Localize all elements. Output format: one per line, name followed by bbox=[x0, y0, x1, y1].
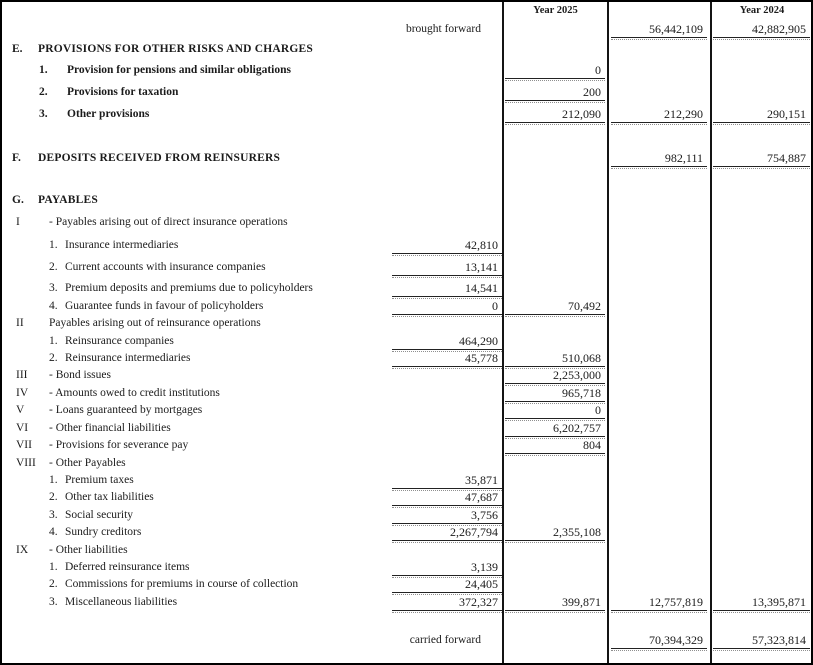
item-label: Other provisions bbox=[67, 108, 150, 120]
amount-2025-detail: 45,778 bbox=[392, 351, 502, 367]
row-g-ix-3 bbox=[2, 595, 811, 611]
column-header-year-2024: Year 2024 bbox=[739, 5, 785, 16]
total-2024: 754,887 bbox=[713, 151, 810, 167]
row-g-i-2 bbox=[2, 260, 811, 276]
total-2025: 12,757,819 bbox=[611, 595, 707, 611]
item-number: 2. bbox=[49, 352, 58, 364]
row-g-ii-1 bbox=[2, 334, 811, 350]
section-title: PAYABLES bbox=[38, 194, 98, 206]
row-g-ii bbox=[2, 316, 811, 332]
row-g-vii bbox=[2, 438, 811, 454]
amount-2025: 2,355,108 bbox=[505, 525, 605, 541]
item-number: 3. bbox=[49, 509, 58, 521]
amount-2025: 0 bbox=[505, 403, 605, 419]
group-numeral: II bbox=[16, 317, 24, 329]
item-label: Premium taxes bbox=[65, 474, 134, 486]
amount-2025-detail: 372,327 bbox=[392, 595, 502, 611]
amount-2025: 510,068 bbox=[505, 351, 605, 367]
total-2025: 56,442,109 bbox=[611, 22, 707, 38]
item-label: Sundry creditors bbox=[65, 526, 142, 538]
item-label: Miscellaneous liabilities bbox=[65, 596, 178, 608]
group-numeral: VIII bbox=[16, 457, 36, 469]
item-label: Commissions for premiums in course of collection bbox=[65, 578, 299, 590]
row-g-iii bbox=[2, 368, 811, 384]
item-number: 2. bbox=[49, 261, 58, 273]
row-g-viii-1 bbox=[2, 473, 811, 489]
amount-2025-detail: 464,290 bbox=[392, 334, 502, 350]
section-id: E. bbox=[12, 43, 23, 55]
group-label: - Provisions for severance pay bbox=[49, 439, 189, 451]
item-number: 3. bbox=[39, 108, 48, 120]
item-label: Deferred reinsurance items bbox=[65, 561, 190, 573]
row-g-i-1 bbox=[2, 238, 811, 254]
item-label: Premium deposits and premiums due to policyholders bbox=[65, 282, 313, 294]
row-g-viii-2 bbox=[2, 490, 811, 506]
group-numeral: VI bbox=[16, 422, 29, 434]
section-id: G. bbox=[12, 194, 24, 206]
amount-2025-detail: 47,687 bbox=[392, 490, 502, 506]
section-id: F. bbox=[12, 152, 21, 164]
total-2024: 13,395,871 bbox=[713, 595, 810, 611]
group-numeral: IV bbox=[16, 387, 29, 399]
amount-2025-detail: 2,267,794 bbox=[392, 525, 502, 541]
amount-2025-detail: 24,405 bbox=[392, 577, 502, 593]
amount-2025: 212,090 bbox=[505, 107, 605, 123]
item-number: 2. bbox=[39, 86, 48, 98]
group-label: - Payables arising out of direct insurance operations bbox=[49, 216, 288, 228]
item-label: Other tax liabilities bbox=[65, 491, 154, 503]
group-label: - Amounts owed to credit institutions bbox=[49, 387, 220, 399]
group-label: - Other liabilities bbox=[49, 544, 128, 556]
amount-2025-detail: 13,141 bbox=[392, 260, 502, 276]
amount-2025-detail: 42,810 bbox=[392, 238, 502, 254]
group-numeral: V bbox=[16, 404, 25, 416]
amount-2025-detail: 3,756 bbox=[392, 508, 502, 524]
row-g-iv bbox=[2, 386, 811, 402]
row-g-i-4 bbox=[2, 299, 811, 315]
group-numeral: I bbox=[16, 216, 20, 228]
row-section-g bbox=[2, 193, 811, 209]
group-label: - Other financial liabilities bbox=[49, 422, 171, 434]
item-number: 1. bbox=[49, 239, 58, 251]
total-2025: 982,111 bbox=[611, 151, 707, 167]
item-label: Current accounts with insurance companies bbox=[65, 261, 266, 273]
item-number: 2. bbox=[49, 491, 58, 503]
group-label: Payables arising out of reinsurance operations bbox=[49, 317, 261, 329]
row-g-ix bbox=[2, 543, 811, 559]
item-label: Provision for pensions and similar obligations bbox=[67, 64, 291, 76]
row-g-ii-2 bbox=[2, 351, 811, 367]
group-label: - Bond issues bbox=[49, 369, 111, 381]
total-2024: 290,151 bbox=[713, 107, 810, 123]
total-2025: 212,290 bbox=[611, 107, 707, 123]
row-g-ix-1 bbox=[2, 560, 811, 576]
amount-2025: 70,492 bbox=[505, 299, 605, 315]
row-g-viii bbox=[2, 456, 811, 472]
item-number: 1. bbox=[49, 335, 58, 347]
row-carried-forward bbox=[2, 633, 811, 649]
item-number: 3. bbox=[49, 282, 58, 294]
total-2024: 57,323,814 bbox=[713, 633, 810, 649]
row-brought-forward bbox=[2, 22, 811, 38]
group-label: - Loans guaranteed by mortgages bbox=[49, 404, 203, 416]
row-section-e bbox=[2, 42, 811, 58]
item-number: 2. bbox=[49, 578, 58, 590]
item-number: 4. bbox=[49, 526, 58, 538]
row-g-v bbox=[2, 403, 811, 419]
amount-2025-detail: 14,541 bbox=[392, 281, 502, 297]
amount-2025-detail: 35,871 bbox=[392, 473, 502, 489]
row-e3 bbox=[2, 107, 811, 123]
section-title: PROVISIONS FOR OTHER RISKS AND CHARGES bbox=[38, 43, 314, 55]
item-number: 1. bbox=[39, 64, 48, 76]
item-label: Insurance intermediaries bbox=[65, 239, 179, 251]
amount-2025: 6,202,757 bbox=[505, 421, 605, 437]
amount-2025: 399,871 bbox=[505, 595, 605, 611]
group-numeral: VII bbox=[16, 439, 32, 451]
amount-2025: 965,718 bbox=[505, 386, 605, 402]
item-number: 3. bbox=[49, 596, 58, 608]
row-e1 bbox=[2, 63, 811, 79]
item-label: Social security bbox=[65, 509, 134, 521]
group-label: - Other Payables bbox=[49, 457, 126, 469]
group-numeral: III bbox=[16, 369, 28, 381]
item-number: 4. bbox=[49, 300, 58, 312]
amount-2025: 200 bbox=[505, 85, 605, 101]
column-header-year-2025: Year 2025 bbox=[533, 5, 578, 16]
row-e2 bbox=[2, 85, 811, 101]
row-g-ix-2 bbox=[2, 577, 811, 593]
item-label: Provisions for taxation bbox=[67, 86, 179, 98]
amount-2025-detail: 3,139 bbox=[392, 560, 502, 576]
item-label: Reinsurance companies bbox=[65, 335, 174, 347]
section-title: DEPOSITS RECEIVED FROM REINSURERS bbox=[38, 152, 281, 164]
amount-2025-detail: 0 bbox=[392, 299, 502, 315]
item-number: 1. bbox=[49, 474, 58, 486]
row-section-f bbox=[2, 151, 811, 167]
total-2024: 42,882,905 bbox=[713, 22, 810, 38]
amount-2025: 0 bbox=[505, 63, 605, 79]
amount-2025: 804 bbox=[505, 438, 605, 454]
group-numeral: IX bbox=[16, 544, 29, 556]
item-label: Guarantee funds in favour of policyholders bbox=[65, 300, 264, 312]
amount-2025: 2,253,000 bbox=[505, 368, 605, 384]
total-2025: 70,394,329 bbox=[611, 633, 707, 649]
row-g-viii-4 bbox=[2, 525, 811, 541]
row-g-i bbox=[2, 215, 811, 231]
item-label: Reinsurance intermediaries bbox=[65, 352, 191, 364]
column-header-row bbox=[2, 4, 811, 20]
row-g-vi bbox=[2, 421, 811, 437]
row-g-viii-3 bbox=[2, 508, 811, 524]
row-g-i-3 bbox=[2, 281, 811, 297]
item-number: 1. bbox=[49, 561, 58, 573]
carried-forward-label: carried forward bbox=[409, 634, 481, 646]
brought-forward-label: brought forward bbox=[405, 23, 481, 35]
